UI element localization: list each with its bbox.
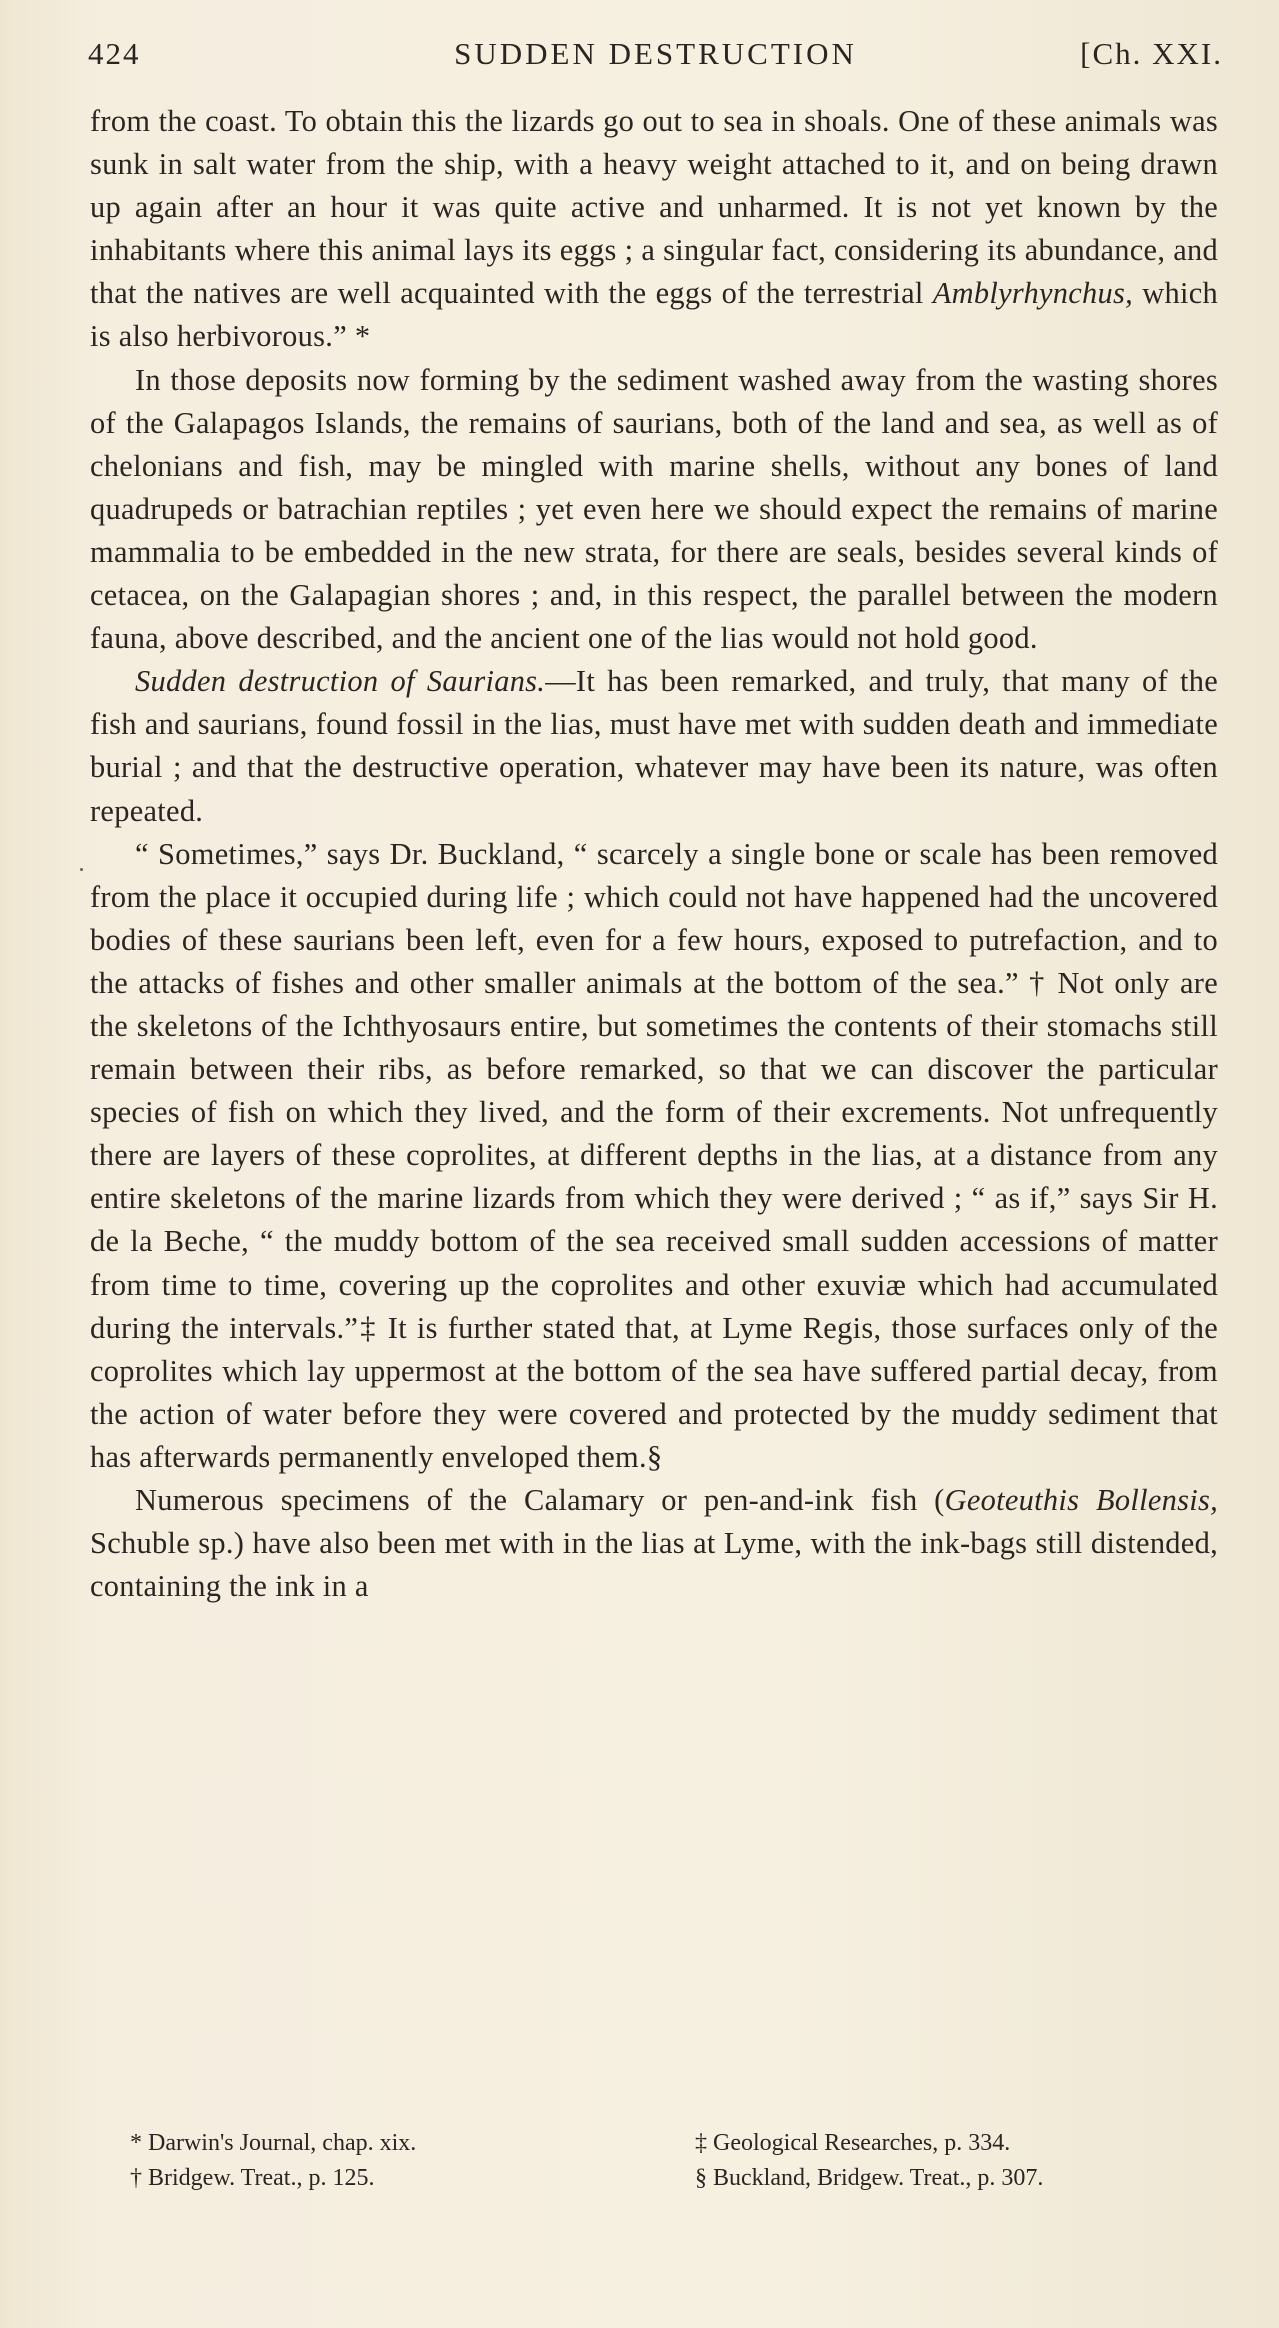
page-number: 424 [88,36,141,71]
paragraph [90,833,1218,1479]
text-run: from the coast. To obtain this the lizards go out to sea in shoals. One of these animals was sunk in salt water from the ship, with a heavy weight attached to it, and on being drawn up again after an hour it was quite active and unharmed. It is not yet known by the inhabitants where this animal lays its eggs ; a singular fact, considering its abundance, and that the natives are well acquainted with the eggs of the terrestrial [90,104,1218,311]
text-run: In those deposits now forming by the sediment washed away from the wasting shores of the Galapagos Islands, the remains of saurians, both of the land and sea, as well as of chelonians and fish, may be mingled with marine shells, without any bones of land quadrupeds or batrachian reptiles ; yet even here we should expect the remains of marine mammalia to be embedded in the new strata, for there are seals, besides several kinds of cetacea, on the Galapagian shores ; and, in this respect, the parallel between the modern fauna, above described, and the ancient one of the lias would not hold good. [90,362,1218,656]
paragraph [90,1479,1218,1608]
footnotes-right-column [695,2126,1043,2196]
text-run: Numerous specimens of the Calamary or pen-and-ink fish ( [135,1483,945,1517]
footnote: ‡ Geological Researches, p. 334. [695,2130,1011,2156]
paragraph [90,660,1218,832]
print-speck [80,868,83,871]
italic-text: Geoteuthis Bollensis, [944,1483,1218,1517]
body-text [90,100,1218,1608]
footnotes-left-column [130,2126,416,2196]
running-title: SUDDEN DESTRUCTION [454,36,857,71]
footnote: * Darwin's Journal, chap. xix. [130,2130,417,2156]
footnote: † Bridgew. Treat., p. 125. [130,2165,375,2191]
italic-text: Sudden destruction of Saurians. [135,664,546,699]
paragraph [90,359,1218,661]
text-run: —It has been remarked, and truly, that many of the fish and saurians, found fossil in the lias, must have met with sudden death and immediate burial ; and that the destructive operation, whatever may have been its nature, was often repeated. [90,664,1218,828]
text-run: Schuble sp.) have also been met with in the lias at Lyme, with the ink-bags still distended, containing the ink in a [90,1526,1218,1604]
text-run: “ Sometimes,” says Dr. Buckland, “ scarcely a single bone or scale has been removed from the place it occupied during life ; which could not have happened had the uncovered bodies of these saurians been left, even for a few hours, exposed to putrefaction, and to the attacks of fishes and other smaller animals at the bottom of the sea.” † Not only are the skeletons of the Ichthyosaurs entire, but sometimes the contents of their stomachs still remain between their ribs, as before remarked, so that we can discover the particular species of fish on which they lived, and the form of their excrements. Not unfrequently there are layers of these coprolites, at different depths in the lias, at a distance from any entire skeletons of the marine lizards from which they were derived ; “ as if,” says Sir H. de la Beche, “ the muddy bottom of the sea received small sudden accessions of matter from time to time, covering up the coprolites and other exuviæ which had accumulated during the intervals.”‡ It is further stated that, at Lyme Regis, those surfaces only of the coprolites which lay uppermost at the bottom of the sea have suffered partial decay, from the action of water before they were covered and protected by the muddy sediment that has afterwards permanently enveloped them.§ [90,836,1218,1474]
italic-text: Amblyrhynchus, [932,276,1134,311]
paragraph [90,100,1218,359]
footnote: § Buckland, Bridgew. Treat., p. 307. [695,2165,1044,2191]
page-header [88,36,1223,80]
chapter-reference: [Ch. XXI. [1080,36,1223,71]
text-run: which is also herbivorous.” * [90,276,1218,354]
